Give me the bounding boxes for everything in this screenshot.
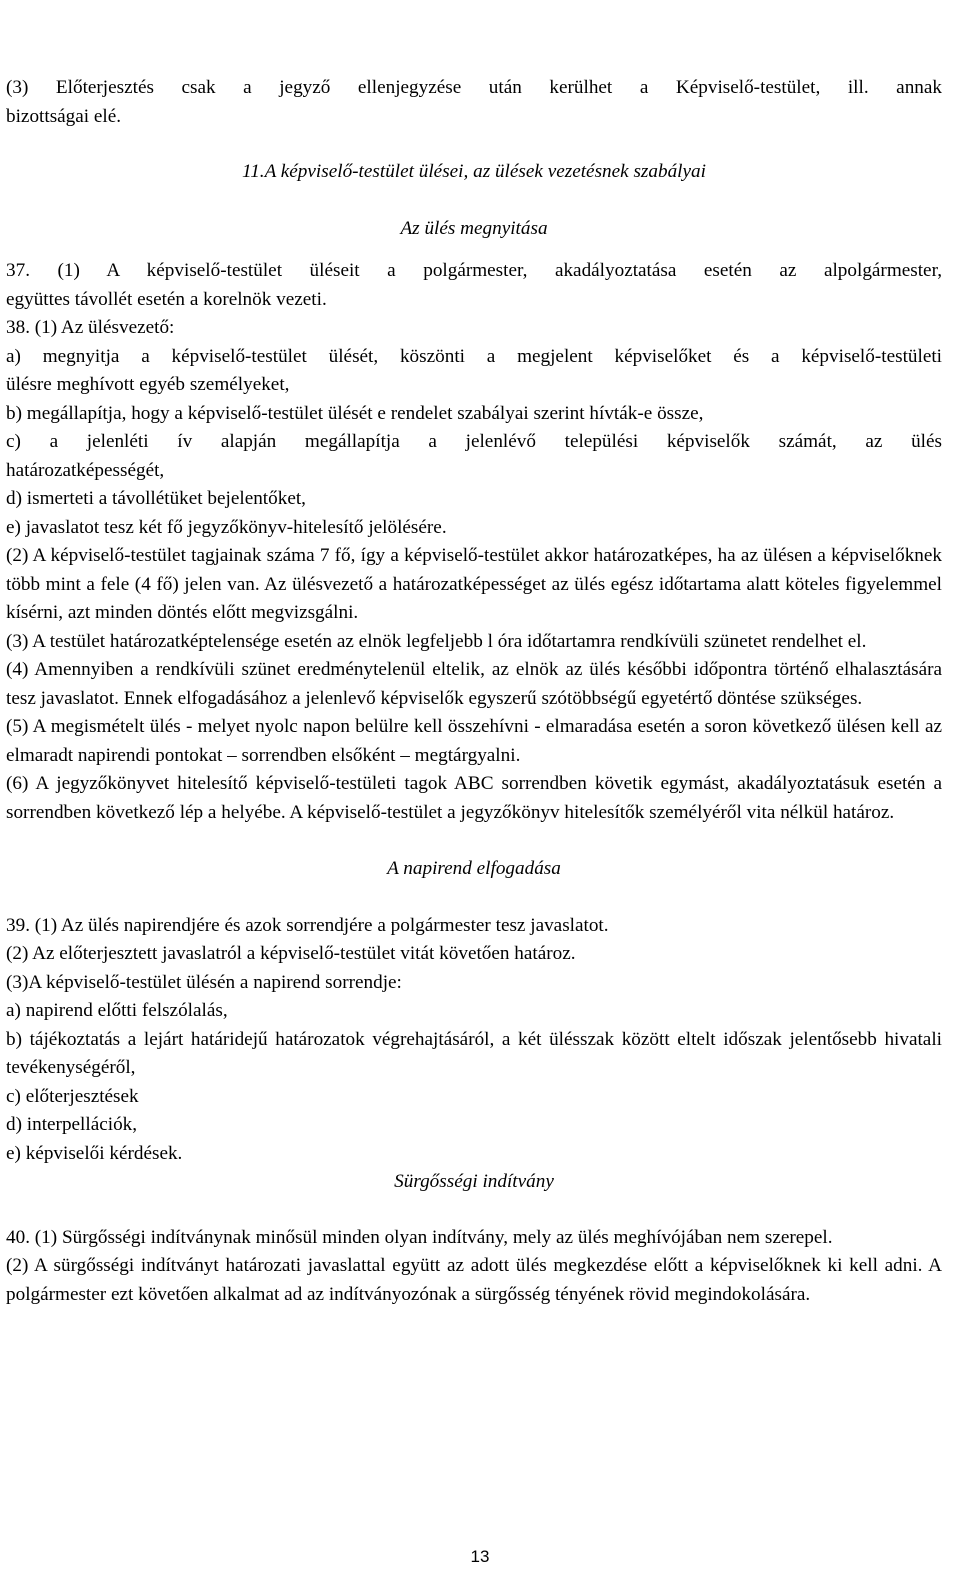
- paragraph-39-1: 39. (1) Az ülés napirendjére és azok sorrendjére a polgármester tesz javaslatot.: [6, 914, 609, 936]
- paragraph-38-6: (6) A jegyzőkönyvet hitelesítő képviselő-testületi tagok ABC sorrendben követik egymást, akadályoztatásuk esetén a sorrendben következő lép a helyébe. A képviselő-testület a jegyzőkönyv hitelesítők személyéről vita nélkül határoz.: [6, 773, 942, 823]
- paragraph-36-3-line1: (3) Előterjesztés csak a jegyző ellenjegyzése után kerülhet a Képviselő-testület, ill. annak: [6, 77, 942, 98]
- paragraph-38-c-line1: c) a jelenléti ív alapján megállapítja a jelenlévő települési képviselők számát, az ülés: [6, 431, 942, 452]
- page-number: 13: [470, 1547, 490, 1566]
- paragraph-39-2: (2) Az előterjesztett javaslatról a képviselő-testület vitát követően határoz.: [6, 943, 576, 964]
- paragraph-39-a: a) napirend előtti felszólalás,: [6, 1000, 228, 1021]
- page-content: [6, 74, 942, 1309]
- paragraph-39-d: d) interpellációk,: [6, 1114, 138, 1135]
- paragraph-38-5: (5) A megismételt ülés - melyet nyolc napon belülre kell összehívni - elmaradása esetén a soron következő ülésen kell az elmaradt napirendi pontokat – sorrendben elsőként – megtárgyalni.: [6, 716, 942, 766]
- paragraph-38-c-line2: határozatképességét,: [6, 459, 165, 481]
- paragraph-38-3: (3) A testület határozatképtelensége esetén az elnök legfeljebb l óra időtartamra rendkívüli szünetet rendelhet el.: [6, 630, 867, 652]
- paragraph-38-e: e) javaslatot tesz két fő jegyzőkönyv-hitelesítő jelölésére.: [6, 516, 447, 538]
- paragraph-39-3: (3)A képviselő-testület ülésén a napirend sorrendje:: [6, 971, 402, 993]
- paragraph-37-line1: 37. (1) A képviselő-testület üléseit a polgármester, akadályoztatása esetén az alpolgármester,: [6, 260, 942, 281]
- paragraph-38-b: b) megállapítja, hogy a képviselő-testület ülését e rendelet szabályai szerint hívták-e össze,: [6, 402, 704, 424]
- subheading-urgent: Sürgősségi indítvány: [394, 1171, 554, 1192]
- paragraph-38-4: (4) Amennyiben a rendkívüli szünet eredménytelenül eltelik, az elnök az ülés későbbi időpontra történő elhalasztására tesz javaslatot. Ennek elfogadásához a jelenlevő képviselők egyszerű szótöbbségű egyetértő döntése szükséges.: [6, 659, 942, 709]
- subheading-agenda: A napirend elfogadása: [387, 858, 561, 879]
- paragraph-38-a-line1: a) megnyitja a képviselő-testület ülését, köszönti a megjelent képviselőket és a képviselő-testületi: [6, 345, 942, 367]
- paragraph-38-1: 38. (1) Az ülésvezető:: [6, 317, 175, 338]
- paragraph-39-c: c) előterjesztések: [6, 1085, 139, 1107]
- paragraph-38-d: d) ismerteti a távollétüket bejelentőket,: [6, 488, 306, 509]
- paragraph-37-line2: együttes távollét esetén a korelnök vezeti.: [6, 288, 327, 310]
- subheading-opening: Az ülés megnyitása: [400, 217, 548, 239]
- paragraph-36-3-line2: bizottságai elé.: [6, 105, 122, 127]
- paragraph-38-2: (2) A képviselő-testület tagjainak száma 7 fő, így a képviselő-testület akkor határozatképes, ha az ülésen a képviselőknek több mint a fele (4 fő) jelen van. Az ülésvezető a határozatképességet az ülés egész időtartama alatt köteles figyelemmel kísérni, azt minden döntés előtt megvizsgálni.: [6, 545, 942, 623]
- paragraph-39-e: e) képviselői kérdések.: [6, 1142, 183, 1164]
- paragraph-40-2: (2) A sürgősségi indítványt határozati javaslattal együtt az adott ülés megkezdése előtt a képviselőknek ki kell adni. A polgármester ezt követően alkalmat ad az indítványozónak a sürgősség tényének rövid megindokolására.: [6, 1255, 942, 1305]
- section-title: 11.A képviselő-testület ülései, az ülések vezetésnek szabályai: [242, 161, 706, 182]
- paragraph-38-a-line2: ülésre meghívott egyéb személyeket,: [6, 374, 290, 395]
- paragraph-39-b: b) tájékoztatás a lejárt határidejű határozatok végrehajtásáról, a két ülésszak között eltelt időszak jelentősebb hivatali tevékenységéről,: [6, 1028, 942, 1078]
- paragraph-40-1: 40. (1) Sürgősségi indítványnak minősül minden olyan indítvány, mely az ülés meghívójában nem szerepel.: [6, 1226, 833, 1248]
